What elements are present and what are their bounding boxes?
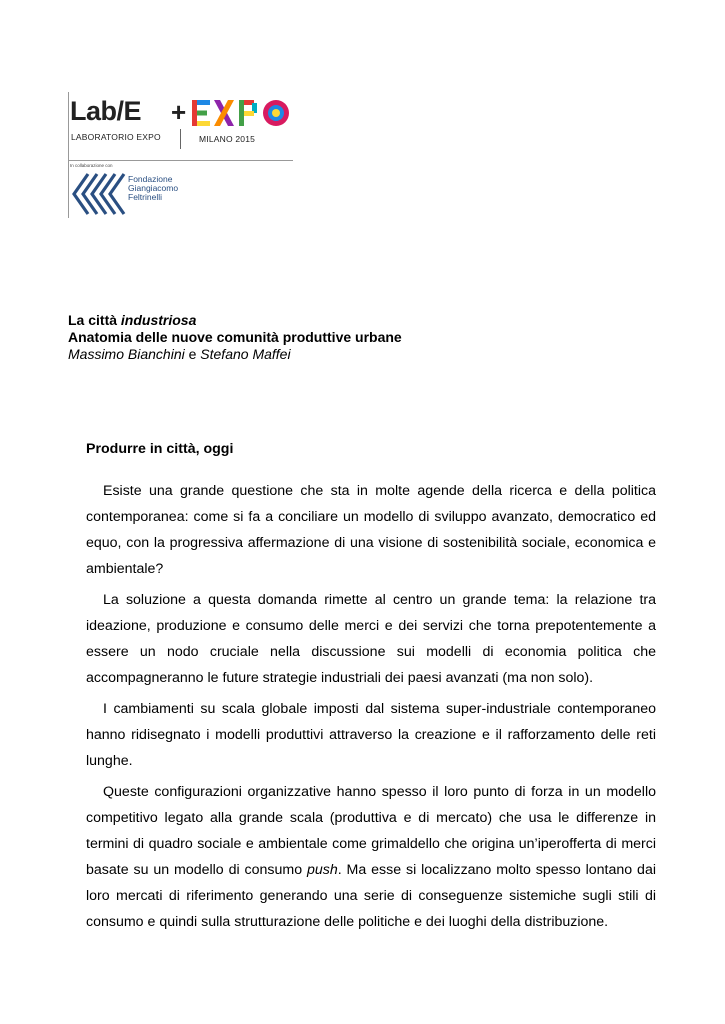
paragraph-emphasis: push [306,862,338,878]
paragraph [86,779,656,935]
paragraph: La soluzione a questa domanda rimette al centro un grande tema: la relazione tra ideazione, produzione e consumo delle merci e dei servizi che torna prepotentemente a essere un nodo cruciale nella discussione sui modelli di economia politica che accompagneranno le future strategie industriali dei paesi avanzati (ma non solo). [86,592,656,686]
logo-horizontal-rule [68,160,293,161]
labe-wordmark: Lab/E [70,96,142,126]
paragraph: I cambiamenti su scala globale imposti dal sistema super-industriale contemporaneo hanno ridisegnato i modelli produttivi attraverso la creazione e il rafforzamento delle reti lunghe. [86,701,656,769]
expo-letter-x [214,100,234,126]
foundation-line: Feltrinelli [128,192,163,202]
feltrinelli-wordmark [128,175,178,202]
document-subtitle: Anatomia delle nuove comunità produttive urbane [68,329,402,345]
expo-letter-o [263,100,289,126]
section-heading: Produrre in città, oggi [86,441,234,457]
document-title [68,312,668,329]
plus-sign: + [171,97,187,127]
author-conjunction: e [184,346,201,362]
expo-letter-p [239,100,257,126]
expo-subtitle: MILANO 2015 [199,134,256,144]
labe-subtitle: LABORATORIO EXPO [71,132,161,142]
document-title-block [68,312,668,363]
foundation-line: Giangiacomo [128,183,179,193]
paragraph-text: Queste configurazioni organizzative hanno spesso il loro punto di forza in un modello competitivo legato alla grande scala (produttiva e di mercato) che usa le differenze in termini di quadro sociale e ambientale come grimaldello che origina un’iperofferta di merci basate su un modello di consumo [86,784,656,878]
labe-expo-logo [68,92,293,152]
expo-letter-e [192,100,210,126]
foundation-line: Fondazione [128,174,173,184]
paragraph-text: . Ma esse si localizzano molto spesso lontano dai loro mercati di riferimento generando una serie di conseguenze sistemiche sugli stili di consumo e quindi sulla strutturazione delle politiche e dei luoghi della distribuzione. [86,862,656,930]
author-1: Massimo Bianchini [68,346,185,362]
paragraph: Esiste una grande questione che sta in molte agende della ricerca e della politica contemporanea: come si fa a conciliare un modello di sviluppo avanzato, democratico ed equo, con la progressiva affermazione di una visione di sostenibilità sociale, economica e ambientale? [86,483,656,577]
feltrinelli-chevrons-icon [70,172,128,216]
expo-logo-mark [192,98,292,128]
author-2: Stefano Maffei [200,346,291,362]
title-emphasis: industriosa [120,312,197,328]
document-body [86,441,656,940]
header-logos [68,92,293,202]
feltrinelli-logo [68,172,208,218]
document-authors [68,346,668,363]
title-prefix: La città [68,312,121,328]
collaboration-label: In collaborazione con [70,163,113,168]
logo-divider [180,129,181,149]
